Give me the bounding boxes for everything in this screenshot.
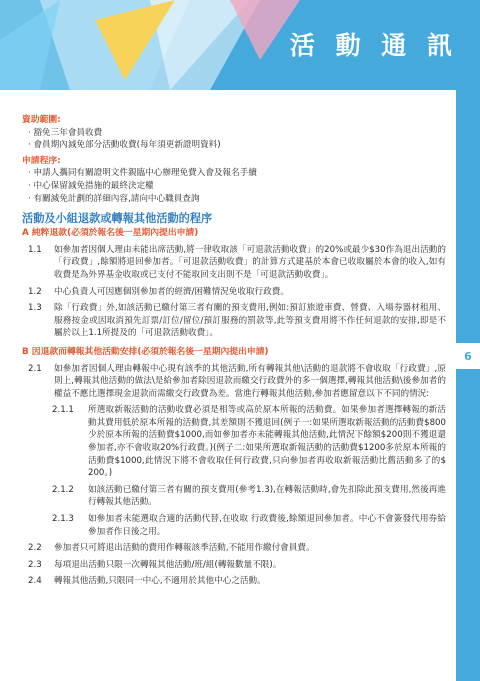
item-text: 轉報其他活動,只限同一中心,不適用於其他中心之活動。 — [54, 576, 266, 587]
item-text: 除「行政費」外,如該活動已繳付第三者有關的預支費用,例如:預訂旅遊車費、營費、入場券器材租用、服務按金或因取消預先訂票/訂位/留位/預訂服務的罰款等,此等預支費用將不作任何退款的安排,即是不屬於以上1.1所提及的「可退款活動收費」。 — [54, 303, 446, 339]
item-text: 如參加者因個人理由未能出席活動,將一律收取該「可退款活動收費」的20%或最少$30作為退出活動的「行政費」,餘額將退回參加者。「可退款活動收費」的計算方式建基於本會已收取屬於本會的收入,如有收費是為外界基金收取或已支付不能取回支出則不是「可退款活動收費」。 — [54, 244, 446, 280]
list-item — [22, 542, 446, 555]
item-text: 每項退出活動只限一次轉報其他活動/班/組(轉報數量不限)。 — [54, 559, 282, 570]
list-item: · 會員期內減免部分活動收費(每年須更新證明資料) — [28, 140, 221, 151]
page-title: 活 動 通 訊 — [289, 31, 458, 60]
list-item: · 中心保留減免措施的最終決定權 — [28, 180, 154, 191]
item-number: 2.2 — [28, 543, 42, 554]
page-number: 6 — [456, 343, 480, 369]
item-number: 2.1 — [28, 363, 42, 374]
item-number: 2.1.2 — [52, 484, 74, 495]
item-text: 如參加者因個人理由轉報中心現有該季的其他活動,所有轉報其他\活動的退款將不會收取「行政費」,原則上,轉報其他活動的做法\是給參加者除因退款而繳交行政費外的多一個選擇,轉報其他活動\後參加者的權益不應比選擇現金退款而需繳交行政費為差。當進行轉報其他活動,參加者應留意以下不同的情況: — [54, 363, 446, 399]
item-number: 1.2 — [28, 286, 42, 297]
list-item — [22, 286, 446, 299]
list-item — [22, 559, 446, 572]
list-item: · 豁免三年會員收費 — [28, 127, 103, 138]
item-number: 2.3 — [28, 559, 42, 570]
item-text: 如參加者未能選取合適的活動代替,在收取 行政費後,餘額退回參加者。中心不會簽發代用券給參加者作日後之用。 — [88, 514, 446, 537]
application-heading: 申請程序: — [22, 155, 61, 166]
document-content — [22, 114, 446, 588]
list-item — [22, 575, 446, 588]
list-item — [22, 513, 446, 538]
header-banner — [0, 0, 480, 90]
item-number: 2.1.1 — [52, 405, 74, 416]
item-number: 2.4 — [28, 576, 42, 587]
list-item — [22, 244, 446, 282]
list-item: · 有關減免計劃的詳細內容,請向中心職員查詢 — [28, 193, 200, 204]
list-item — [22, 363, 446, 401]
part-b-heading: B 因退款而轉報其他活動安排(必須於報名後一星期內提出申請) — [22, 346, 269, 357]
list-item — [22, 404, 446, 480]
item-number: 2.1.3 — [52, 514, 74, 525]
item-text: 中心負責人可因應個別參加者的經濟/困難情況免收取行政費。 — [54, 286, 289, 297]
list-item: · 申請人攜同有關證明文件親臨中心辦理免費入會及報名手續 — [28, 168, 257, 179]
list-item — [22, 302, 446, 340]
part-a-heading: A 純粹退款(必須於報名後一星期內提出申請) — [22, 228, 199, 239]
item-number: 1.1 — [28, 244, 42, 255]
item-number: 1.3 — [28, 303, 42, 314]
subsidy-scope-heading: 資助範圍: — [22, 115, 61, 125]
item-text: 參加者只可將退出活動的費用作轉報該季活動,不能用作繳付會員費。 — [54, 543, 315, 554]
section-title: 活動及小組退款或轉報其他活動的程序 — [22, 212, 213, 226]
item-text: 所選取新報活動的活動收費必須是相等或高於原本所報的活動費。如果參加者選擇轉報的新活動其費用低於原本所報的活動費,其差額則不獲退回(例子一:如果所選取新報活動的活動費$800少於原本所報的活動費$1000,而如參加者亦未能轉報其他活動,此情況下餘額$200則不獲退還參加者,亦不會收取20%行政費。)(例子二:如果所選取新報活動的活動費$1200多於原本所報的活動費$1000,此情況下將不會收取任何行政費,只向參加者再收取新報活動比舊活動多了的$ 200。) — [88, 405, 446, 479]
side-strip — [456, 90, 480, 681]
list-item — [22, 484, 446, 509]
item-text: 如該活動已繳付第三者有關的預支費用(參考1.3),在轉報活動時,會先扣除此預支費用,然後再進行轉報其他活動。 — [88, 484, 446, 508]
